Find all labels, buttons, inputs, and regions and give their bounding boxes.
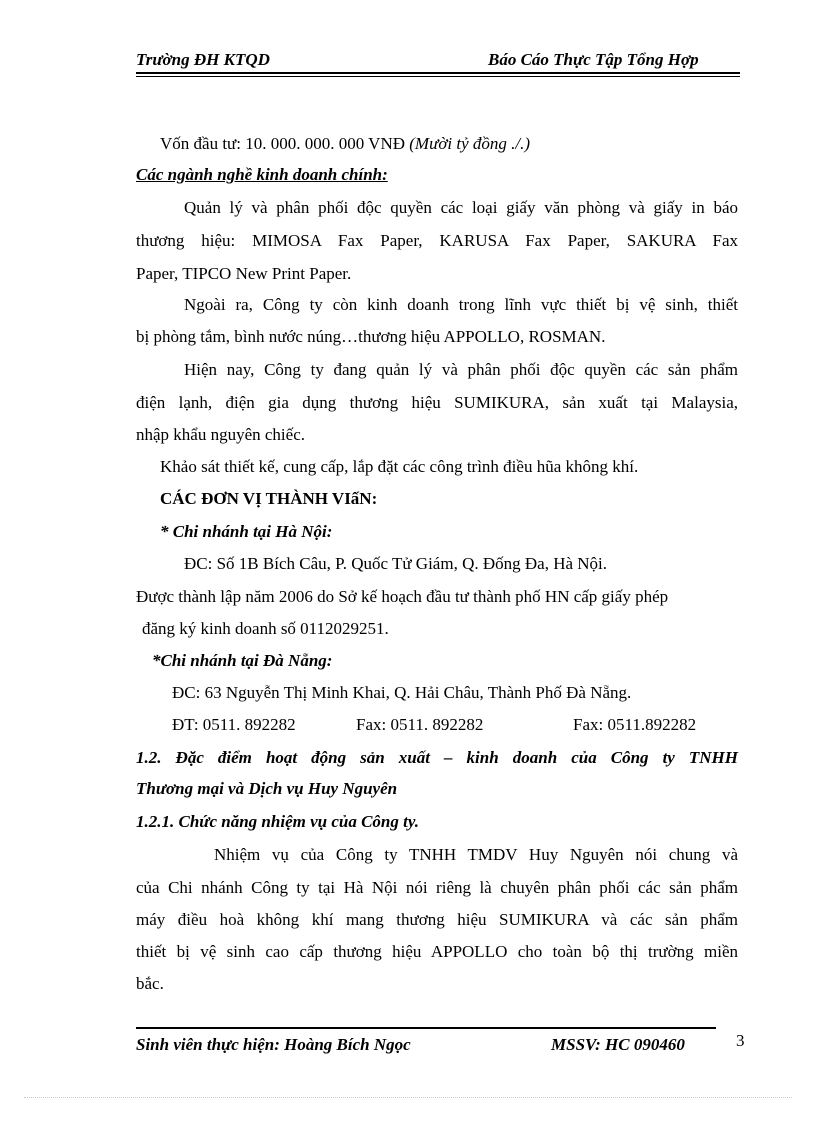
header-school: Trường ĐH KTQD xyxy=(136,50,270,69)
p3-line-3: nhập khẩu nguyên chiếc. xyxy=(136,425,305,444)
branch-danang-heading: *Chi nhánh tại Đà Nẵng: xyxy=(152,651,333,670)
branch-hanoi-heading: * Chi nhánh tại Hà Nội: xyxy=(160,522,333,541)
capital-words: (Mười tỷ đồng ./.) xyxy=(409,134,531,153)
hanoi-established-line-2: đăng ký kinh doanh số 0112029251. xyxy=(142,619,389,638)
p5-line-3: máy điều hoà không khí mang thương hiệu SUMIKURA và các sản phẩm xyxy=(136,910,738,929)
hanoi-established-line-1: Được thành lập năm 2006 do Sở kế hoạch đầu tư thành phố HN cấp giấy phép xyxy=(136,587,669,606)
header-rule-thin xyxy=(136,76,740,77)
danang-fax-1: Fax: 0511. 892282 xyxy=(356,715,484,734)
danang-address: ĐC: 63 Nguyễn Thị Minh Khai, Q. Hải Châu, Thành Phố Đà Nẵng. xyxy=(172,683,632,702)
p5-line-4: thiết bị vệ sinh cao cấp thương hiệu APPOLLO cho toàn bộ thị trường miền xyxy=(136,942,738,961)
section-1-2-line-2: Thương mại và Dịch vụ Huy Nguyên xyxy=(136,779,398,798)
header-rule-thick xyxy=(136,72,740,74)
header-report-title: Báo Cáo Thực Tập Tổng Hợp xyxy=(488,50,699,69)
p2-line-2: bị phòng tắm, bình nước núng…thương hiệu APPOLLO, ROSMAN. xyxy=(136,327,606,346)
footer-student: Sinh viên thực hiện: Hoàng Bích Ngọc xyxy=(136,1035,411,1054)
page-bottom-dotted-line xyxy=(24,1097,792,1098)
danang-phone: ĐT: 0511. 892282 xyxy=(172,715,296,734)
section-1-2-line-1: 1.2. Đặc điểm hoạt động sản xuất – kinh doanh của Công ty TNHH xyxy=(136,748,738,767)
footer-student-id: MSSV: HC 090460 xyxy=(551,1035,685,1054)
p1-line-2: thương hiệu: MIMOSA Fax Paper, KARUSA Fax Paper, SAKURA Fax xyxy=(136,231,738,250)
page-number: 3 xyxy=(736,1031,745,1050)
capital-line xyxy=(160,134,530,154)
p3-line-2: điện lạnh, điện gia dụng thương hiệu SUMIKURA, sản xuất tại Malaysia, xyxy=(136,393,738,412)
danang-fax-2: Fax: 0511.892282 xyxy=(573,715,697,734)
heading-business-lines: Các ngành nghề kinh doanh chính: xyxy=(136,165,388,184)
p5-line-2: của Chi nhánh Công ty tại Hà Nội nói riêng là chuyên phân phối các sản phẩm xyxy=(136,878,738,897)
p3-line-1: Hiện nay, Công ty đang quản lý và phân phối độc quyền các sản phẩm xyxy=(184,360,738,379)
p1-line-1: Quản lý và phân phối độc quyền các loại giấy văn phòng và giấy in báo xyxy=(184,198,738,217)
footer-rule xyxy=(136,1027,716,1029)
p2-line-1: Ngoài ra, Công ty còn kinh doanh trong lĩnh vực thiết bị vệ sinh, thiết xyxy=(184,295,738,314)
hanoi-address: ĐC: Số 1B Bích Câu, P. Quốc Tử Giám, Q. Đống Đa, Hà Nội. xyxy=(184,554,608,573)
p5-line-1: Nhiệm vụ của Công ty TNHH TMDV Huy Nguyên nói chung và xyxy=(214,845,738,864)
capital-label: Vốn đầu tư: 10. 000. 000. 000 VNĐ xyxy=(160,134,410,153)
p4-line: Khảo sát thiết kế, cung cấp, lắp đặt các công trình điều hũa không khí. xyxy=(160,457,639,476)
section-1-2-1-heading: 1.2.1. Chức năng nhiệm vụ của Công ty. xyxy=(136,812,420,831)
p5-line-5: bắc. xyxy=(136,974,164,993)
p1-line-3: Paper, TIPCO New Print Paper. xyxy=(136,264,352,283)
heading-member-units: CÁC ĐƠN VỊ THÀNH VIấN: xyxy=(160,489,378,508)
